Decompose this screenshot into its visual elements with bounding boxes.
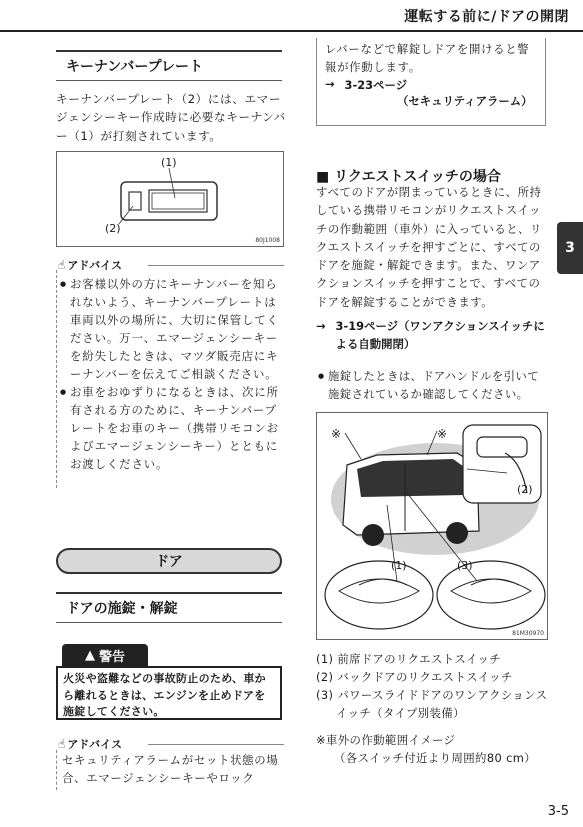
key-plate-heading-text: キーナンバープレート (66, 59, 204, 75)
figure-label-2: (2) (517, 483, 533, 496)
warning-box: 火災や盗難などの事故防止のため、車から離れるときは、エンジンを止めドアを施錠してください。 (56, 666, 282, 720)
request-switch-figure (316, 412, 548, 640)
range-note-detail: （各スイッチ付近より周囲約80 cm） (334, 751, 537, 765)
advice2-title: アドバイス (67, 738, 122, 751)
car-illustration (317, 413, 549, 641)
request-switch-paragraph: すべてのドアが閉まっているときに、所持している携帯リモコンがリクエストスイッチの作動範囲（車外）に入っていると、リクエストスイッチを押すごとに、すべてのドアを施錠・解錠できます。また、ワンアクションスイッチを押すことで、すべてのドアを解錠することができます。 (316, 185, 542, 309)
key-plate-heading (56, 56, 282, 76)
page-header-title: 運転する前に/ドアの開閉 (404, 9, 569, 25)
warning-icon: ▲ (84, 647, 95, 663)
request-switch-ref (316, 318, 548, 353)
range-mark-2: ※ (437, 427, 448, 441)
door-section-title (56, 548, 282, 574)
warning-tag (62, 644, 148, 666)
figure-code: 80J1008 (255, 237, 280, 244)
figure-legend (316, 650, 548, 722)
chapter-tab[interactable] (557, 222, 583, 274)
advice2-continued: レバーなどで解錠しドアを開けると警報が作動します。 (325, 42, 530, 75)
legend-item: (2) バックドアのリクエストスイッチ (316, 670, 513, 685)
advice-hand-icon: ☝ (58, 737, 66, 751)
request-switch-bullets (318, 367, 548, 403)
advice2-ref (325, 77, 537, 93)
ref-page-link[interactable]: 3-23ページ (344, 78, 407, 93)
key-plate-figure (56, 151, 284, 247)
range-mark-1: ※ (331, 427, 342, 441)
ref-link[interactable]: 3-19ページ（ワンアクションスイッチによる自動開閉） (335, 319, 545, 351)
figure-label-1: (1) (391, 559, 407, 572)
ref-arrow: → (325, 77, 335, 92)
header-rule (0, 30, 583, 32)
advice-bullet: ● お車をおゆずりになるときは、次に所有される方のために、キーナンバープレートをお車のキー（携帯リモコンおよびエマージェンシーキー）とともにお渡しください。 (60, 383, 286, 473)
advice-hand-icon: ☝ (58, 258, 66, 272)
advice-heading (58, 257, 122, 273)
advice2-text: セキュリティアラームがセット状態の場合、エマージェンシーキーやロック (62, 753, 279, 786)
advice2-heading (58, 736, 122, 752)
warning-label: 警告 (98, 649, 125, 665)
chapter-tab-number: 3 (565, 240, 575, 256)
key-plate-label-2: (2) (105, 222, 121, 235)
advice-bullets (60, 275, 286, 473)
ref-title: （セキュリティアラーム） (397, 94, 533, 109)
request-switch-bullet: ● 施錠したときは、ドアハンドルを引いて施錠されているか確認してください。 (318, 367, 548, 403)
square-bullet-icon: ■ (316, 169, 330, 185)
door-lock-heading-text: ドアの施錠・解錠 (66, 601, 178, 617)
legend-item: (3) パワースライドドアのワンアクションスイッチ（タイプ別装備） (316, 688, 548, 721)
range-note: ※車外の作動範囲イメージ (316, 733, 456, 747)
door-lock-heading (56, 598, 282, 618)
door-section-title-text: ドア (155, 554, 183, 570)
page-number: 3-5 (547, 804, 569, 819)
advice-title: アドバイス (67, 259, 122, 272)
ref-arrow: → (316, 319, 326, 333)
request-switch-heading-text: リクエストスイッチの場合 (334, 169, 501, 185)
legend-item: (1) 前席ドアのリクエストスイッチ (316, 652, 502, 666)
figure-label-3: (3) (457, 559, 473, 572)
advice2-continued-box (316, 38, 546, 126)
advice-bullet: ● お客様以外の方にキーナンバーを知られないよう、キーナンバープレートは車両以外の場所に、大切に保管してください。万一、エマージェンシーキーを紛失したときは、マツダ販売店にキーナンバーを伝えてご相談ください。 (60, 275, 286, 383)
figure-code: 81M30970 (512, 630, 544, 637)
key-plate-label-1: (1) (161, 156, 177, 169)
key-plate-paragraph: キーナンバープレート（2）には、エマージェンシーキー作成時に必要なキーナンバー（1）が打刻されています。 (56, 92, 286, 143)
